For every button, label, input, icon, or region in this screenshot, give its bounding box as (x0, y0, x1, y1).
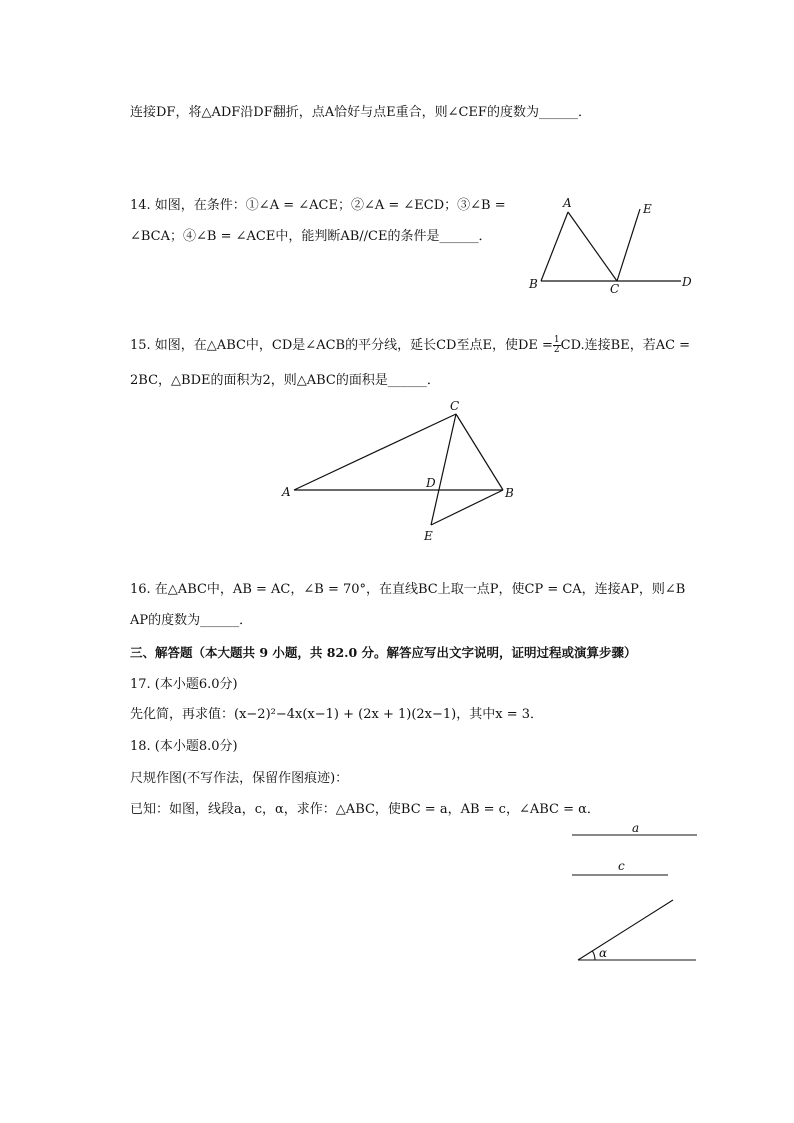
q14-label-b: B (529, 277, 538, 291)
q18-label-c: c (618, 859, 625, 873)
q14-label-a: A (563, 196, 572, 210)
q15-label-a: A (282, 485, 291, 499)
q18-line2: 已知：如图，线段a，c，α，求作：△ABC，使BC = a，AB = c，∠ABC = α． (130, 802, 600, 817)
q13-text: 连接DF，将△ADF沿DF翻折，点A恰好与点E重合，则∠CEF的度数为______． (130, 105, 591, 120)
q18-label-a: a (632, 821, 640, 835)
q15-label-b: B (505, 486, 514, 500)
q14-text-line2: ∠BCA；④∠B = ∠ACE中，能判断AB//CE的条件是______． (130, 229, 492, 244)
q15-text-part-a: 15. 如图，在△ABC中，CD是∠ACB的平分线，延长CD至点E，使DE = (130, 338, 553, 353)
q15-frac-num: 1 (553, 335, 560, 345)
q16-text-line1: 16. 在△ABC中，AB = AC，∠B = 70°，在直线BC上取一点P，使CP = CA，连接AP，则∠B (130, 582, 686, 597)
q18-line1: 尺规作图(不写作法，保留作图痕迹)： (130, 771, 349, 786)
q14-label-c: C (610, 282, 620, 296)
q14-text-line1: 14. 如图，在条件：①∠A = ∠ACE；②∠A = ∠ECD；③∠B = (130, 198, 506, 213)
q15-text-line2: 2BC，△BDE的面积为2，则△ABC的面积是______． (130, 373, 440, 388)
q15-text-part-b: CD.连接BE，若AC = (560, 338, 691, 353)
q15-label-d: D (426, 476, 436, 490)
section3-title: 三、解答题（本大题共 9 小题，共 82.0 分。解答应写出文字说明，证明过程或演算步骤） (130, 645, 637, 660)
q15-label-c: C (450, 399, 460, 413)
q16-text-line2: AP的度数为______． (130, 613, 253, 628)
q18-angle-ray-slant (578, 900, 673, 960)
q14-label-e: E (643, 202, 652, 216)
q15-label-e: E (424, 529, 433, 543)
q18-angle-arc (592, 951, 595, 960)
q15-frac-den: 2 (553, 345, 560, 355)
q17-header: 17. (本小题6.0分) (130, 677, 238, 692)
q18-label-alpha: α (599, 946, 608, 960)
q17-body: 先化简，再求值：(x−2)²−4x(x−1) + (2x + 1)(2x−1)，其中x = 3． (130, 707, 543, 722)
q18-header: 18. (本小题8.0分) (130, 739, 238, 754)
q14-label-d: D (682, 275, 692, 289)
